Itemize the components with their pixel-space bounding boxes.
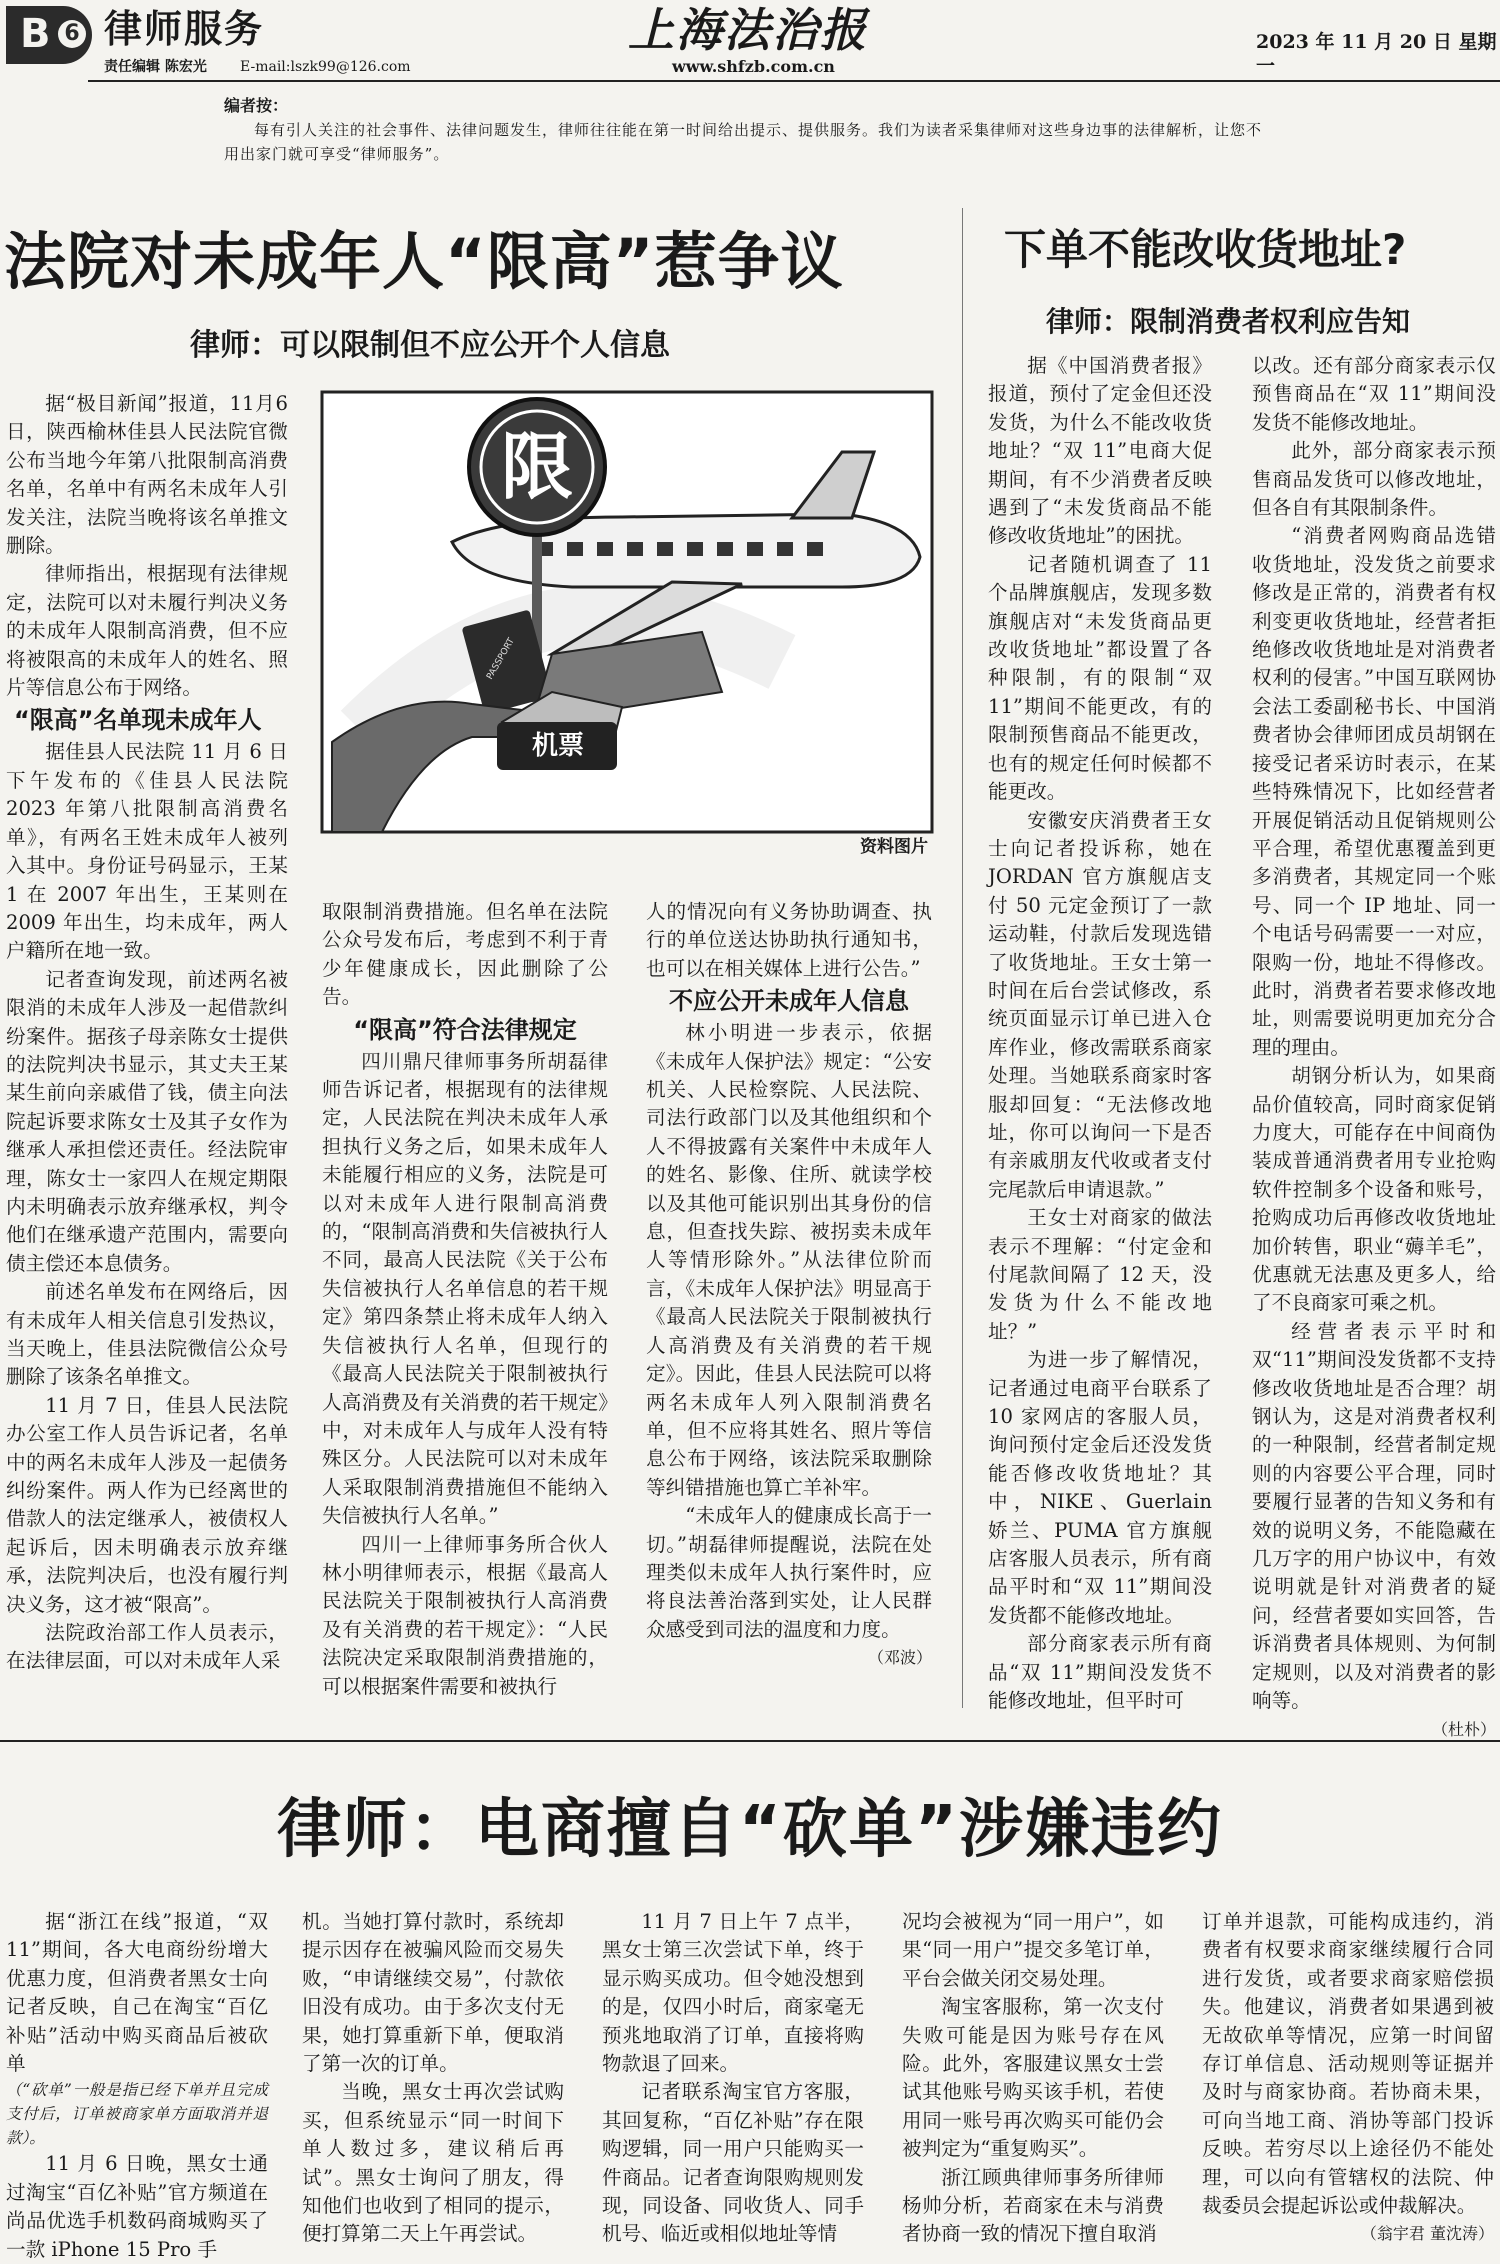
article2-headline: 下单不能改收货地址? [1004,225,1407,274]
section-title: 律师服务 [104,7,265,51]
paragraph: 据佳县人民法院 11 月 6 日下午发布的《佳县人民法院2023 年第八批限制高消费名单》，有两名王姓未成年人被列入其中。身份证号码显示，王某1 在 2007 年出生，王某则在2009 年出生，均未成年，两人户籍所在地一致。 [6,740,288,963]
editor-note-text: 每有引人关注的社会事件、法律问题发生，律师往往能在第一时间给出提示、提供服务。我们为读者采集律师对这些身边事的法律解析，让您不用出家门就可享受“律师服务”。 [224,121,1263,163]
article-separator [0,1740,1500,1742]
paragraph: 记者查询发现，前述两名被限消的未成年人涉及一起借款纠纷案件。据孩子母亲陈女士提供的法院判决书显示，其丈夫王某某生前向亲戚借了钱，债主向法院起诉要求陈女士及其子女作为继承人承担偿还责任。经法院审理，陈女士一家四人在规定期限内未明确表示放弃继承权，判令他们在继承遗产范围内，需要向债主偿还本息债务。 [6,967,288,1275]
paragraph: 此外，部分商家表示预售商品发货可以修改地址，但各自有其限制条件。 [1252,439,1496,520]
header-rule [88,80,1500,82]
email-line: E-mail:lszk99@126.com [240,59,411,75]
article1-subheading-1: “限高”名单现未成年人 [14,706,262,735]
paragraph: 法院政治部工作人员表示，在法律层面，可以对未成年人采 [6,1621,288,1673]
byline: （杜朴） [1431,1719,1496,1739]
article2-column-1 [988,352,1212,1713]
masthead-logo: 上海法治报 [628,3,868,57]
article1-illustration [322,392,932,862]
paragraph: 以改。还有部分商家表示仅预售商品在“双 11”期间没发货不能修改地址。 [1252,354,1496,434]
article2-column-2 [1252,352,1496,1739]
website: www.shfzb.com.cn [672,57,835,76]
section-letter: B [20,11,51,57]
paragraph: 王女士对商家的做法表示不理解：“付定金和付尾款间隔了 12 天，没发货为什么不能改地址？” [988,1206,1212,1343]
section-badge [6,6,92,64]
article3-column-4 [902,1908,1164,2248]
article1-column-3 [646,898,932,1710]
paragraph: “未成年人的健康成长高于一切。”胡磊律师提醒说，法院在处理类似未成年人执行案件时，应将良法善治落到实处，让人民群众感受到司法的温度和力度。 [646,1504,932,1641]
paragraph: 机。当她打算付款时，系统却提示因存在被骗风险而交易失败，“申请继续交易”，付款依旧没有成功。由于多次支付无果，她打算重新下单，便取消了第一次的订单。 [302,1910,564,2076]
paragraph: 人的情况向有义务协助调查、执行的单位送达协助执行通知书，也可以在相关媒体上进行公告。” [646,900,932,980]
paragraph: 林小明进一步表示，依据《未成年人保护法》规定：“公安机关、人民检察院、人民法院、司法行政部门以及其他组织和个人不得披露有关案件中未成年人的姓名、影像、住所、就读学校以及其他可能识别出其身份的信息，但查找失踪、被拐卖未成年人等情形除外。”从法律位阶而言，《未成年人保护法》明显高于《最高人民法院关于限制被执行人高消费及有关消费的若干规定》。因此，佳县人民法院可以将两名未成年人列入限制消费名单，但不应将其姓名、照片等信息公布于网络，该法院采取删除等纠错措施也算亡羊补牢。 [646,1021,932,1499]
editor-note [224,94,1274,166]
paragraph: 况均会被视为“同一用户”，如果“同一用户”提交多笔订单，平台会做关闭交易处理。 [902,1910,1164,1990]
page-number: 6 [58,20,86,48]
article1-subheading-2: “限高”符合法律规定 [353,1015,577,1044]
article3-column-1 [6,1908,268,2261]
paragraph: 订单并退款，可能构成违约，消费者有权要求商家继续履行合同进行发货，或者要求商家赔偿损失。他建议，消费者如果遇到被无故砍单等情况，应第一时间留存订单信息、活动规则等证据并及时与商家协商。若协商未果，可向当地工商、消协等部门投诉反映。若穷尽以上途径仍不能处理，可以向有管辖权的法院、仲裁委员会提起诉讼或仲裁解决。 [1202,1910,1494,2218]
paragraph: 据《中国消费者报》报道，预付了定金但还没发货，为什么不能改收货地址？“双 11”电商大促期间，有不少消费者反映遇到了“未发货商品不能修改收货地址”的困扰。 [988,354,1212,548]
paragraph: 记者联系淘宝官方客服，其回复称，“百亿补贴”存在限购逻辑，同一用户只能购买一件商品。记者查询限购规则发现，同设备、同收货人、同手机号、临近或相似地址等情 [602,2080,864,2246]
article3-column-3 [602,1908,864,2248]
ticket-text: 机票 [531,731,584,761]
editor-line: 责任编辑 陈宏光 [104,59,207,75]
issue-date: 2023 年 11 月 20 日 星期一 [1256,31,1497,77]
paragraph: 记者随机调查了 11 个品牌旗舰店，发现多数旗舰店对“未发货商品更改收货地址”都设置了各种限制，有的限制“双11”期间不能更改，有的限制预售商品不能更改，也有的规定任何时候都不能更改。 [988,552,1212,804]
paragraph: 11 月 7 日上午 7 点半，黑女士第三次尝试下单，终于显示购买成功。但令她没想到的是，仅四小时后，商家毫无预兆地取消了订单，直接将购物款退了回来。 [602,1910,864,2076]
editor-note-label: 编者按： [224,96,289,115]
paragraph: 经营者表示平时和双“11”期间没发货都不支持修改收货地址是否合理？胡钢认为，这是对消费者权利的一种限制，经营者制定规则的内容要公平合理，同时要履行显著的告知义务和有效的说明义务，不能隐藏在几万字的用户协议中，有效说明就是针对消费者的疑问，经营者要如实回答，告诉消费者具体规则、为何制定规则，以及对消费者的影响等。 [1252,1319,1496,1713]
paragraph: 律师指出，根据现有法律规定，法院可以对未履行判决义务的未成年人限制高消费，但不应将被限高的未成年人的姓名、照片等信息公布于网络。 [6,562,288,700]
article2-subhead: 律师：限制消费者权利应告知 [1046,305,1411,338]
砍单-note: （“砍单”一般是指已经下单并且完成支付后，订单被商家单方面取消并退款）。 [6,2081,268,2148]
paragraph: 胡钢分析认为，如果商品价值较高，同时商家促销力度大，可能存在中间商伪装成普通消费者用专业抢购软件控制多个设备和账号，抢购成功后再修改收货地址加价转售，职业“薅羊毛”，优惠就无法惠及更多人，给了不良商家可乘之机。 [1252,1064,1496,1315]
paragraph: 据“极目新闻”报道，11月6日，陕西榆林佳县人民法院官微公布当地今年第八批限制高消费名单，名单中有两名未成年人引发关注，法院当晚将该名单推文删除。 [6,392,288,558]
article1-headline: 法院对未成年人“限高”惹争议 [4,225,844,298]
paragraph: 取限制消费措施。但名单在法院公众号发布后，考虑到不利于青少年健康成长，因此删除了公告。 [322,900,608,1009]
paragraph: 四川一上律师事务所合伙人林小明律师表示，根据《最高人民法院关于限制被执行人高消费及有关消费的若干规定》：“人民法院决定采取限制消费措施的，可以根据案件需要和被执行 [322,1532,608,1698]
paragraph: 11 月 7 日，佳县人民法院办公室工作人员告诉记者，名单中的两名未成年人涉及一起债务纠纷案件。两人作为已经离世的借款人的法定继承人，被债权人起诉后，因未明确表示放弃继承，法院判决后，也没有履行判决义务，这才被“限高”。 [6,1393,288,1616]
article3-column-5 [1202,1908,1494,2248]
article1-column-2 [322,898,608,1710]
byline: （邓波） [867,1648,932,1668]
paragraph: 安徽安庆消费者王女士向记者投诉称，她在JORDAN 官方旗舰店支付 50 元定金预订了一款运动鞋，付款后发现选错了收货地址。王女士第一时间在后台尝试修改，系统页面显示订单已进入仓库作业，修改需联系商家处理。当她联系商家时客服却回复：“无法修改地址，你可以询问一下是否有亲戚朋友代收或者支付完尾款后申请退款。” [988,808,1212,1201]
article1-column-1 [6,390,288,1710]
paragraph: 淘宝客服称，第一次支付失败可能是因为账号存在风险。此外，客服建议黑女士尝试其他账号购买该手机，若使用同一账号再次购买可能仍会被判定为“重复购买”。 [902,1995,1164,2161]
paragraph: 前述名单发布在网络后，因有未成年人相关信息引发热议，当天晚上，佳县法院微信公众号删除了该条名单推文。 [6,1280,288,1389]
article3-column-2 [302,1908,564,2248]
byline: （翁宇君 董沈涛） [1360,2224,1494,2244]
page-header [0,0,1500,80]
article3-headline: 律师：电商擅自“砍单”涉嫌违约 [276,1793,1224,1867]
article1-subhead: 律师：可以限制但不应公开个人信息 [190,328,670,363]
passport-text: PASSPORT [485,636,517,682]
image-caption: 资料图片 [860,837,928,857]
column-divider [962,208,963,1708]
paragraph: 据“浙江在线”报道，“双 11”期间，各大电商纷纷增大优惠力度，但消费者黑女士向记者反映，自己在淘宝“百亿补贴”活动中购买商品后被砍单 [6,1910,268,2076]
paragraph: 部分商家表示所有商品“双 11”期间没发货不能修改地址，但平时可 [988,1632,1212,1713]
paragraph: 为进一步了解情况，记者通过电商平台联系了10 家网店的客服人员，询问预付定金后还没发货能否修改收货地址？其中，NIKE、Guerlain 娇兰、PUMA 官方旗舰店客服人员表示，所有商品平时和“双 11”期间没发货都不能修改地址。 [988,1348,1212,1627]
paragraph: 11 月 6 日晚，黑女士通过淘宝“百亿补贴”官方频道在尚品优选手机数码商城购买了一款 iPhone 15 Pro 手 [6,2152,268,2261]
paragraph: 浙江顾典律师事务所律师杨帅分析，若商家在未与消费者协商一致的情况下擅自取消 [902,2165,1164,2246]
sign-text: 限 [500,425,573,509]
paragraph: “消费者网购商品选错收货地址，没发货之前要求修改是正常的，消费者有权利变更收货地址，经营者拒绝修改收货地址是对消费者权利的侵害。”中国互联网协会法工委副秘书长、中国消费者协会律师团成员胡钢在接受记者采访时表示，在某些特殊情况下，比如经营者开展促销活动且促销规则公平合理，希望优惠覆盖到更多消费者，其规定同一个账号、同一个 IP 地址、同一个电话号码需要一一对应，限购一份，地址不得修改。此时，消费者若要求修改地址，则需要说明更加充分合理的理由。 [1252,524,1496,1059]
paragraph: 当晚，黑女士再次尝试购买，但系统显示“同一时间下单人数过多，建议稍后再试”。黑女士询问了朋友，得知他们也收到了相同的提示，便打算第二天上午再尝试。 [302,2080,564,2246]
paragraph: 四川鼎尺律师事务所胡磊律师告诉记者，根据现有的法律规定，人民法院在判决未成年人承担执行义务之后，如果未成年人未能履行相应的义务，法院是可以对未成年人进行限制高消费的，“限制高消费和失信被执行人不同，最高人民法院《关于公布失信被执行人名单信息的若干规定》第四条禁止将未成年人纳入失信被执行人名单，但现行的《最高人民法院关于限制被执行人高消费及有关消费的若干规定》中，对未成年人与成年人没有特殊区分。人民法院可以对未成年人采取限制消费措施但不能纳入失信被执行人名单。” [322,1049,608,1528]
article1-subheading-3: 不应公开未成年人信息 [669,987,909,1016]
